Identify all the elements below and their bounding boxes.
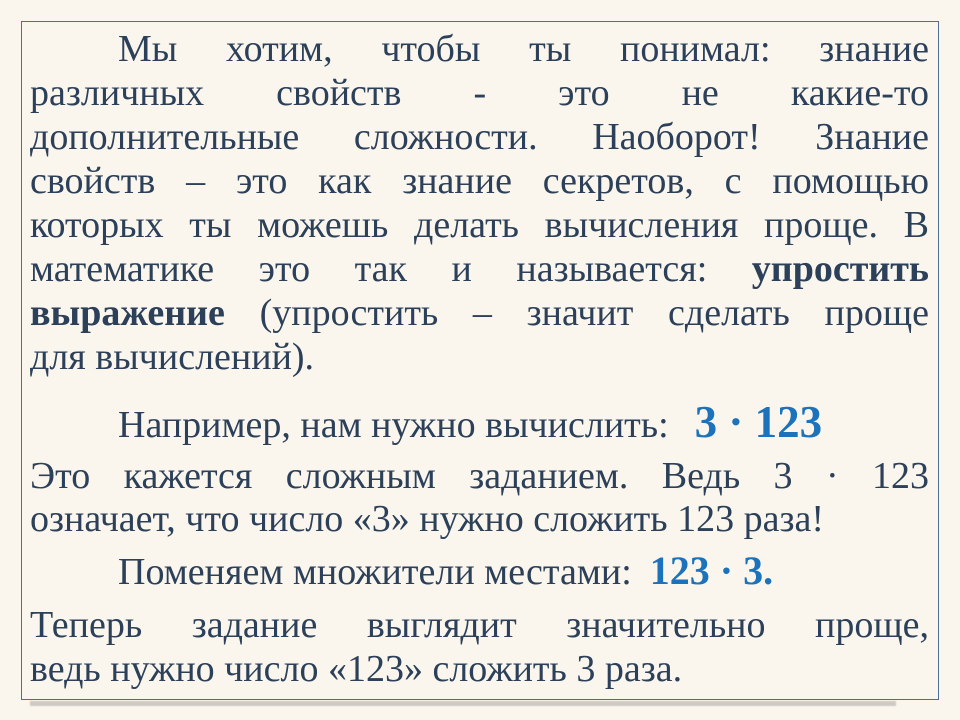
easy-task-paragraph <box>30 603 929 691</box>
example-label: Например, нам нужно вычислить: <box>118 404 669 446</box>
intro-line-6 <box>30 247 929 291</box>
intro-line-7 <box>30 291 929 335</box>
easy-task-line-1: Теперь задание выглядит значительно проще, <box>30 604 929 646</box>
hard-task-line-1: Это кажется сложным заданием. Ведь 3 · 123 <box>30 455 929 497</box>
intro-line-6-text: математике это так и называется: <box>30 248 708 290</box>
frame-shadow <box>30 701 896 706</box>
intro-paragraph <box>30 27 929 379</box>
hard-task-line-2: означает, что число «3» нужно сложить 123 раза! <box>30 498 825 540</box>
swap-expression: 123 · 3. <box>649 548 774 593</box>
intro-line-4: свойств – это как знание секретов, с помощью <box>30 160 929 202</box>
intro-line-5: которых ты можешь делать вычисления проще. В <box>30 204 929 246</box>
intro-line-1: Мы хотим, чтобы ты понимал: знание <box>118 28 929 70</box>
hard-task-paragraph <box>30 455 929 541</box>
intro-line-3: дополнительные сложности. Наоборот! Знание <box>30 116 929 158</box>
content-frame <box>21 21 939 700</box>
swap-label: Поменяем множители местами: <box>118 551 632 593</box>
example-expression: 3 · 123 <box>694 397 823 447</box>
example-paragraph <box>30 393 929 451</box>
easy-task-line-2: ведь нужно число «123» сложить 3 раза. <box>30 648 683 690</box>
swap-paragraph <box>30 545 929 597</box>
intro-line-7-bold-term: выражение <box>30 292 225 334</box>
intro-line-8: для вычислений). <box>30 336 315 378</box>
intro-line-7-text: (упростить – значит сделать проще <box>259 292 929 334</box>
intro-line-6-bold-term: упростить <box>751 248 930 290</box>
intro-line-2: различных свойств - это не какие-то <box>30 72 929 114</box>
